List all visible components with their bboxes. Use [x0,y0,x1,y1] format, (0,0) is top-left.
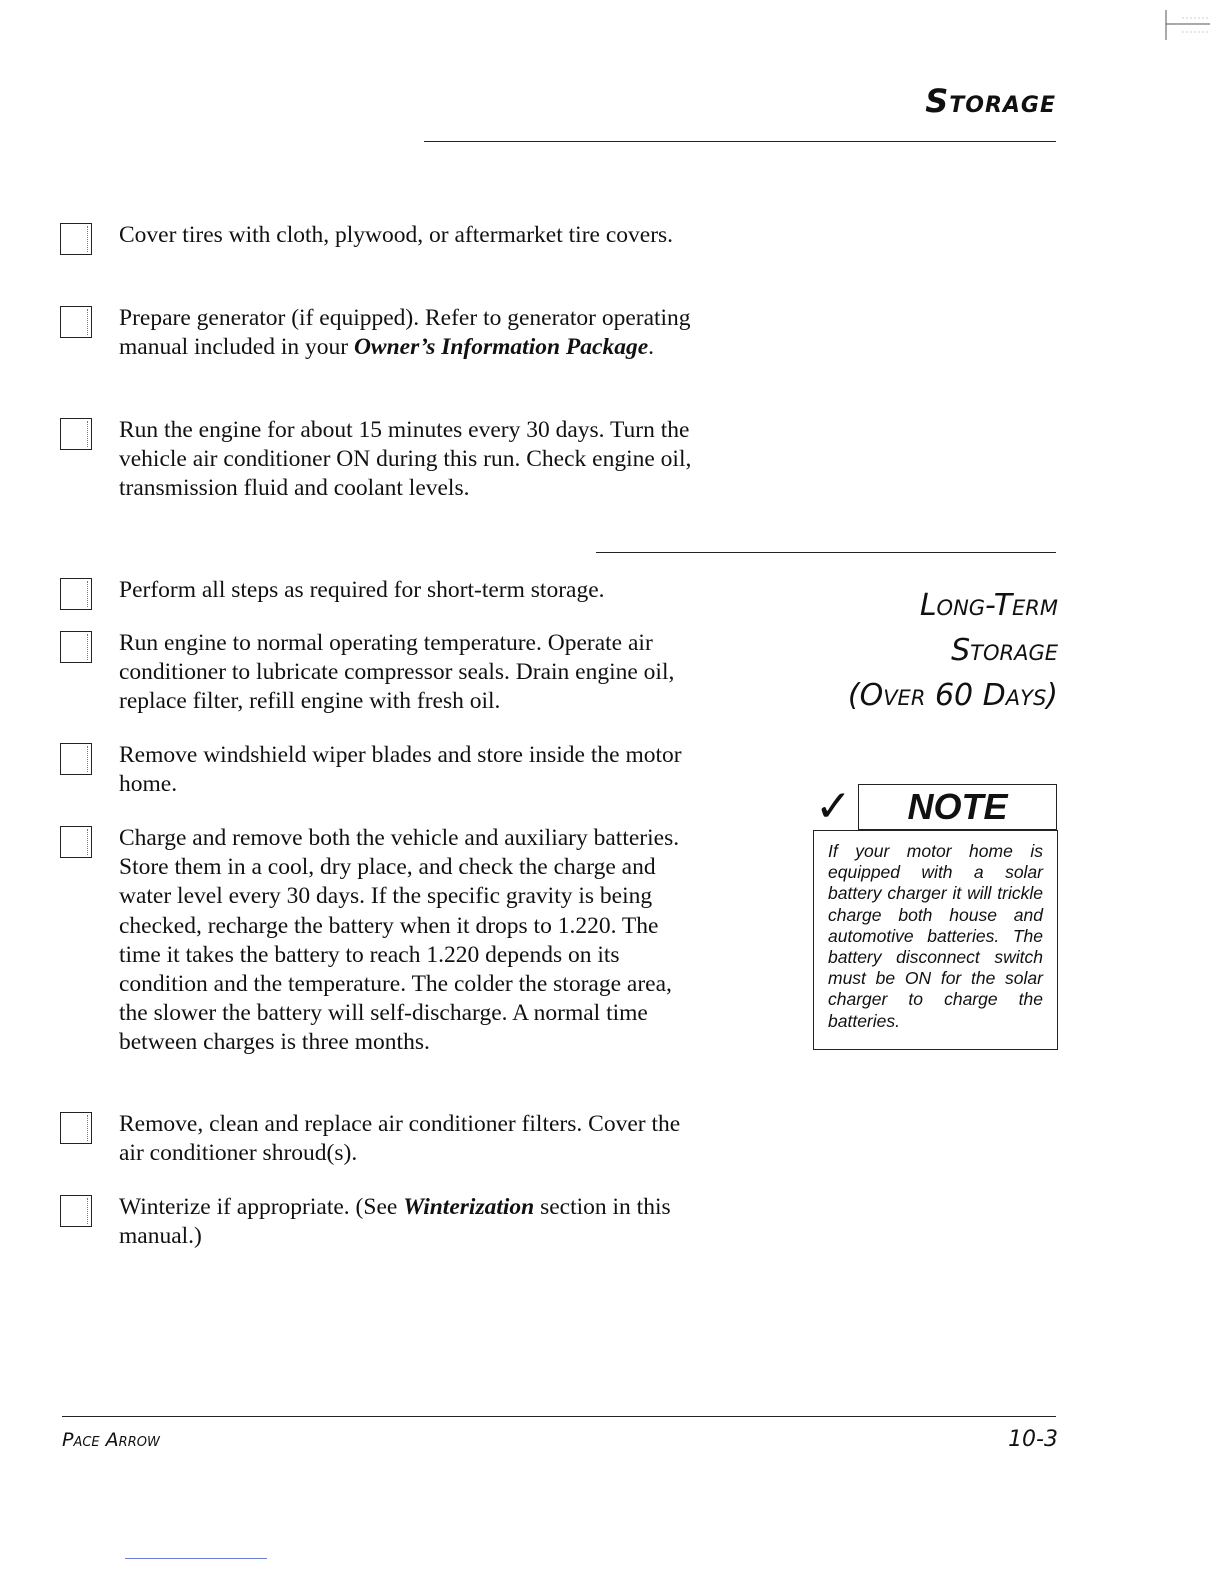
note-heading: NOTE [858,784,1057,830]
checklist-item-text: Run the engine for about 15 minutes every 30 days. Turn the vehicle air conditioner ON during this run. Check engine oil, transmission fluid and coolant levels. [119,417,692,502]
bottom-blue-line [125,1558,267,1559]
checkbox[interactable] [60,1112,92,1144]
checklist-item-text: Remove, clean and replace air conditioner filters. Cover the air conditioner shroud(s). [119,1111,681,1167]
checkbox[interactable] [60,743,92,775]
header-rule [424,141,1056,142]
checklist-item-text: Remove windshield wiper blades and store inside the motor home. [119,742,682,798]
section-divider [596,552,1056,553]
checklist-item-text: Perform all steps as required for short-term storage. [119,577,605,603]
checklist-item-text: Winterize if appropriate. (See Winterization section in this manual.) [119,1194,671,1250]
checkbox[interactable] [60,1195,92,1227]
checklist-item-text: Prepare generator (if equipped). Refer to generator operating manual included in your Owner’s Information Package. [119,305,691,361]
emphasis-winterization: Winterization [403,1194,535,1220]
checkbox[interactable] [60,826,92,858]
footer-rule [62,1416,1056,1417]
checkmark-icon: ✓ [815,781,852,832]
checkbox[interactable] [60,578,92,610]
note-body: If your motor home is equipped with a solar battery charger it will trickle charge both house and automotive batteries. The battery disconnect switch must be ON for the solar charger to charge the batteries. [813,830,1058,1050]
checklist-item-text: Charge and remove both the vehicle and auxiliary batteries. Store them in a cool, dry place, and check the charge and water level every 30 days. If the specific gravity is being checked, recharge the battery when it drops to 1.220. The time it takes the battery to reach 1.220 depends on its condition and the temperature. The colder the storage area, the slower the battery will self-discharge. A normal time between charges is three months. [119,825,680,1056]
checkbox[interactable] [60,418,92,450]
footer-product-name: Pace Arrow [62,1429,160,1451]
page-number: 10-3 [1008,1427,1058,1452]
long-term-storage-heading: Long-Term Storage (Over 60 Days) [847,588,1058,713]
checkbox[interactable] [60,631,92,663]
corner-registration-mark [1164,10,1212,40]
emphasis-owners-info: Owner’s Information Package [353,334,649,361]
page-section-title: Storage [925,82,1056,120]
checklist-item-text: Cover tires with cloth, plywood, or aftermarket tire covers. [119,222,674,248]
checklist-item-text: Run engine to normal operating temperature. Operate air conditioner to lubricate compressor seals. Drain engine oil, replace filter, refill engine with fresh oil. [119,630,675,715]
checkbox[interactable] [60,223,92,255]
checkbox[interactable] [60,306,92,338]
